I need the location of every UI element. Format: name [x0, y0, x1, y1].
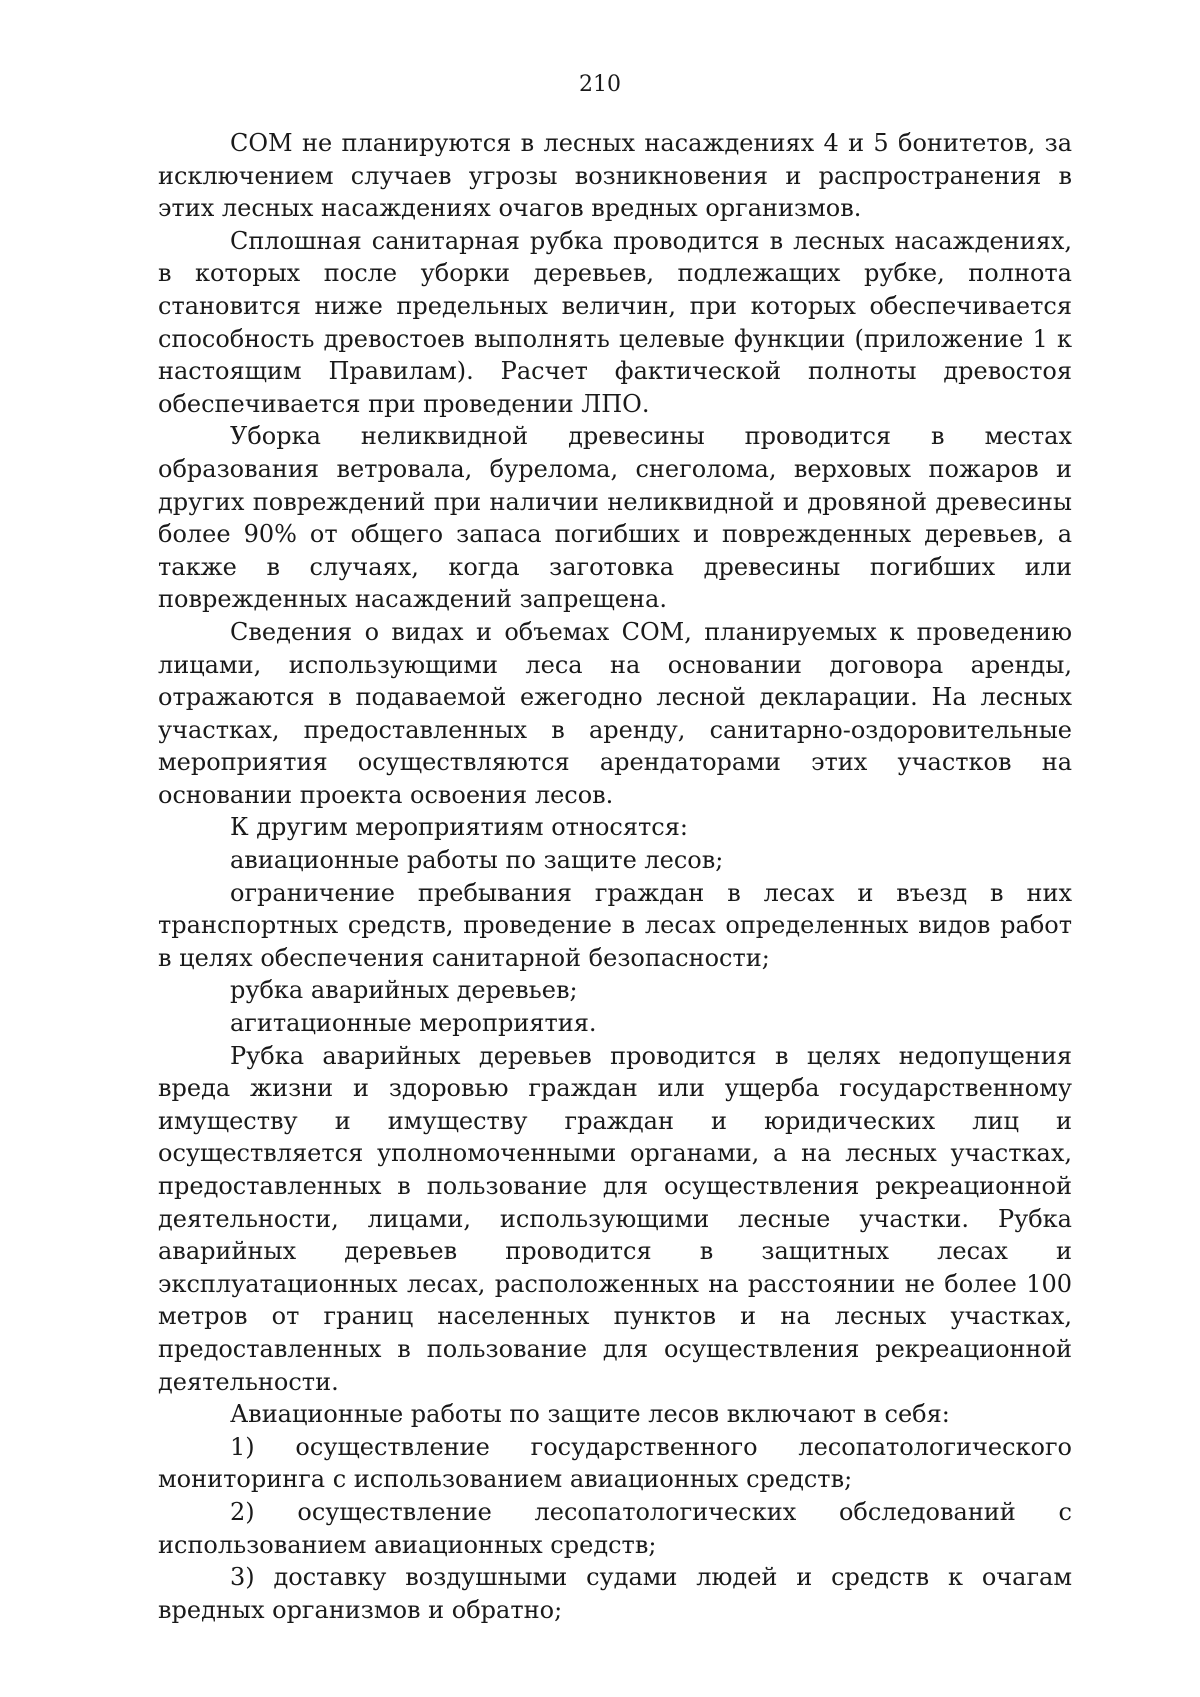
list-item-agitation: агитационные мероприятия. [230, 1009, 597, 1038]
paragraph-emergency-trees: Рубка аварийных деревьев проводится в целях недопущения вреда жизни и здоровью граждан или ущерба государственному имуществу и имуществу граждан и юридических лиц и осуществляется уполномоченными органами, а на лесных участках, предоставленных в пользование для осуществления рекреационной деятельности, лицами, использующими лесные участки. Рубка аварийных деревьев проводится в защитных лесах и эксплуатационных лесах, расположенных на расстоянии не более 100 метров от границ населенных пунктов и на лесных участках, предоставленных в пользование для осуществления рекреационной деятельности. [158, 1041, 1072, 1396]
list-item-emergency-cutting: рубка аварийных деревьев; [230, 976, 578, 1005]
paragraph-illiquid-wood-removal: Уборка неликвидной древесины проводится в местах образования ветровала, бурелома, снеголома, верховых пожаров и других повреждений при наличии неликвидной и дровяной древесины более 90% от общего запаса погибших и поврежденных деревьев, а также в случаях, когда заготовка древесины погибших или поврежденных насаждений запрещена. [158, 422, 1072, 614]
paragraph-som-lease-info: Сведения о видах и объемах СОМ, планируемых к проведению лицами, использующими леса на основании договора аренды, отражаются в подаваемой ежегодно лесной декларации. На лесных участках, предоставленных в аренду, санитарно-оздоровительные мероприятия осуществляются арендаторами этих участков на основании проекта освоения лесов. [158, 617, 1072, 809]
list-item-monitoring: 1) осуществление государственного лесопатологического мониторинга с использованием авиационных средств; [158, 1432, 1072, 1494]
list-item-delivery: 3) доставку воздушными судами людей и средств к очагам вредных организмов и обратно; [158, 1563, 1072, 1624]
paragraph-som-not-planned: СОМ не планируются в лесных насаждениях 4 и 5 бонитетов, за исключением случаев угрозы возникновения и распространения в этих лесных насаждениях очагов вредных организмов. [158, 129, 1072, 223]
paragraph-clear-sanitary-cutting: Сплошная санитарная рубка проводится в лесных насаждениях, в которых после уборки деревьев, подлежащих рубке, полнота становится ниже предельных величин, при которых обеспечивается способность древостоев выполнять целевые функции (приложение 1 к настоящим Правилам). Расчет фактической полноты древостоя обеспечивается при проведении ЛПО. [158, 226, 1072, 418]
list-item-surveys: 2) осуществление лесопатологических обследований с использованием авиационных средств; [158, 1497, 1072, 1559]
list-item-aviation-works: авиационные работы по защите лесов; [230, 846, 724, 875]
list-item-restriction: ограничение пребывания граждан в лесах и въезд в них транспортных средств, проведение в лесах определенных видов работ в целях обеспечения санитарной безопасности; [158, 878, 1072, 972]
paragraph-other-measures-intro: К другим мероприятиям относятся: [230, 813, 688, 842]
page-number: 210 [579, 72, 621, 97]
paragraph-aviation-works-intro: Авиационные работы по защите лесов включают в себя: [230, 1400, 950, 1429]
body-text [158, 127, 1072, 1626]
